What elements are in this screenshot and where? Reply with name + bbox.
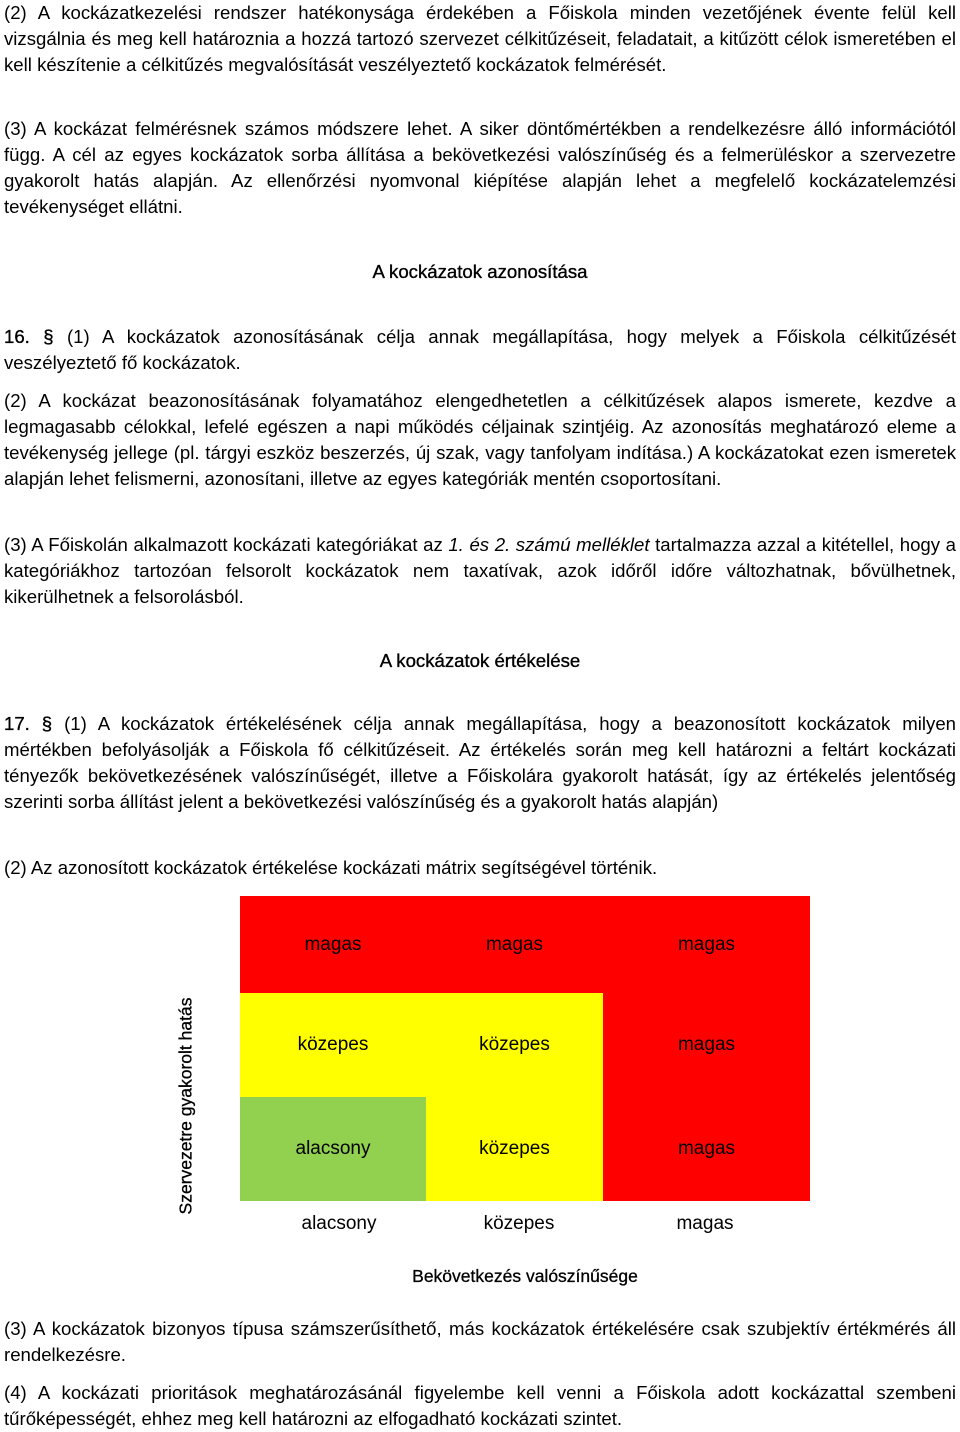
paragraph-16-1-text: (1) A kockázatok azonosításának célja annak megállapítása, hogy melyek a Főiskola célkitűzését veszélyeztető fő kockázatok. [4,326,956,373]
matrix-x-axis-title: Bekövetkezés valószínűsége [412,1266,638,1286]
paragraph-17-1 [4,711,956,815]
section-heading-identification: A kockázatok azonosítása [372,261,588,282]
matrix-cell-medium-impact-medium: közepes [426,993,603,1097]
matrix-x-label-high: magas [676,1213,734,1234]
paragraph-17-1-text: (1) A kockázatok értékelésének célja annak megállapítása, hogy a beazonosított kockázatok milyen mértékben befolyásolják a Főiskola fő célkitűzéseit. Az értékelés során meg kell határozni a feltárt kockázati tényezők bekövetkezésének valószínűségét, illetve a Főiskolára gyakorolt hatását, így az értékelés jelentőség szerinti sorba állítást jelent a bekövetkezési valószínűség és a gyakorolt hatás alapján) [4,713,956,812]
matrix-cell-low-impact-low: alacsony [240,1097,426,1201]
paragraph-3-risk-assessment: (3) A kockázat felmérésnek számos módszere lehet. A siker döntőmértékben a rendelkezésre álló információtól függ. A cél az egyes kockázatok sorba állítása a bekövetkezési valószínűség és a felmerüléskor a szervezetre gyakorolt hatás alapján. Az ellenőrzési nyomvonal kiépítése alapján lehet a megfelelő kockázatelemzési tevékenységet ellátni. [4,118,956,217]
matrix-cell-high-impact-medium: magas [426,896,603,993]
paragraph-17-2: (2) Az azonosított kockázatok értékelése kockázati mátrix segítségével történik. [4,857,658,878]
section-number-16: 16. [4,326,30,347]
matrix-x-label-medium: közepes [483,1213,555,1234]
paragraph-16-1 [4,324,956,376]
paragraph-17-3: (3) A kockázatok bizonyos típusa számszerűsíthető, más kockázatok értékelésére csak szubjektív értékmérés áll rendelkezésre. [4,1318,956,1365]
matrix-cell-high-impact-low: magas [240,896,426,993]
paragraph-16-3-text-c: tartalmazza azzal a kitétellel, hogy a kategóriákhoz tartozóan felsorolt kockázatok nem taxatívak, azok időről időre változhatnak, bővülhetnek, kikerülhetnek a felsorolásból. [4,534,956,607]
matrix-cell-high-impact-high: magas [603,896,810,993]
annex-reference: 1. és 2. számú melléklet [448,534,650,555]
section-sign: § [41,713,53,734]
matrix-cell-low-impact-medium: közepes [426,1097,603,1201]
risk-matrix [240,896,810,1201]
matrix-x-label-low: alacsony [301,1213,377,1234]
matrix-cell-medium-impact-low: közepes [240,993,426,1097]
matrix-y-axis-title: Szervezetre gyakorolt hatás [175,997,196,1215]
section-heading-evaluation: A kockázatok értékelése [379,650,581,671]
section-number-17: 17. [4,713,30,734]
matrix-cell-medium-impact-high: magas [603,993,810,1097]
paragraph-16-3-text-a: (3) A Főiskolán alkalmazott kockázati kategóriákat az [4,534,449,555]
section-sign: § [43,326,54,347]
paragraph-16-3 [4,532,956,610]
paragraph-17-4: (4) A kockázati prioritások meghatározásánál figyelembe kell venni a Főiskola adott kockázattal szembeni tűrőképességét, ehhez meg kell határozni az elfogadható kockázati szintet. [4,1382,956,1429]
paragraph-2-risk-system: (2) A kockázatkezelési rendszer hatékonysága érdekében a Főiskola minden vezetőjének évente felül kell vizsgálnia és meg kell határoznia a hozzá tartozó szervezet célkitűzéseit, feladatait, a kitűzött célok ismeretében el kell készítenie a célkitűzés megvalósítását veszélyeztető kockázatok felmérését. [4,2,956,75]
paragraph-16-2: (2) A kockázat beazonosításának folyamatához elengedhetetlen a célkitűzések alapos ismerete, kezdve a legmagasabb célokkal, lefelé egészen a napi működés céljainak szintjéig. Az azonosítás meghatározó eleme a tevékenység jellege (pl. tárgyi eszköz beszerzés, új szak, vagy tanfolyam indítása.) A kockázatokat ezen ismeretek alapján lehet felismerni, azonosítani, illetve az egyes kategóriák mentén csoportosítani. [4,390,956,489]
matrix-cell-low-impact-high: magas [603,1097,810,1201]
